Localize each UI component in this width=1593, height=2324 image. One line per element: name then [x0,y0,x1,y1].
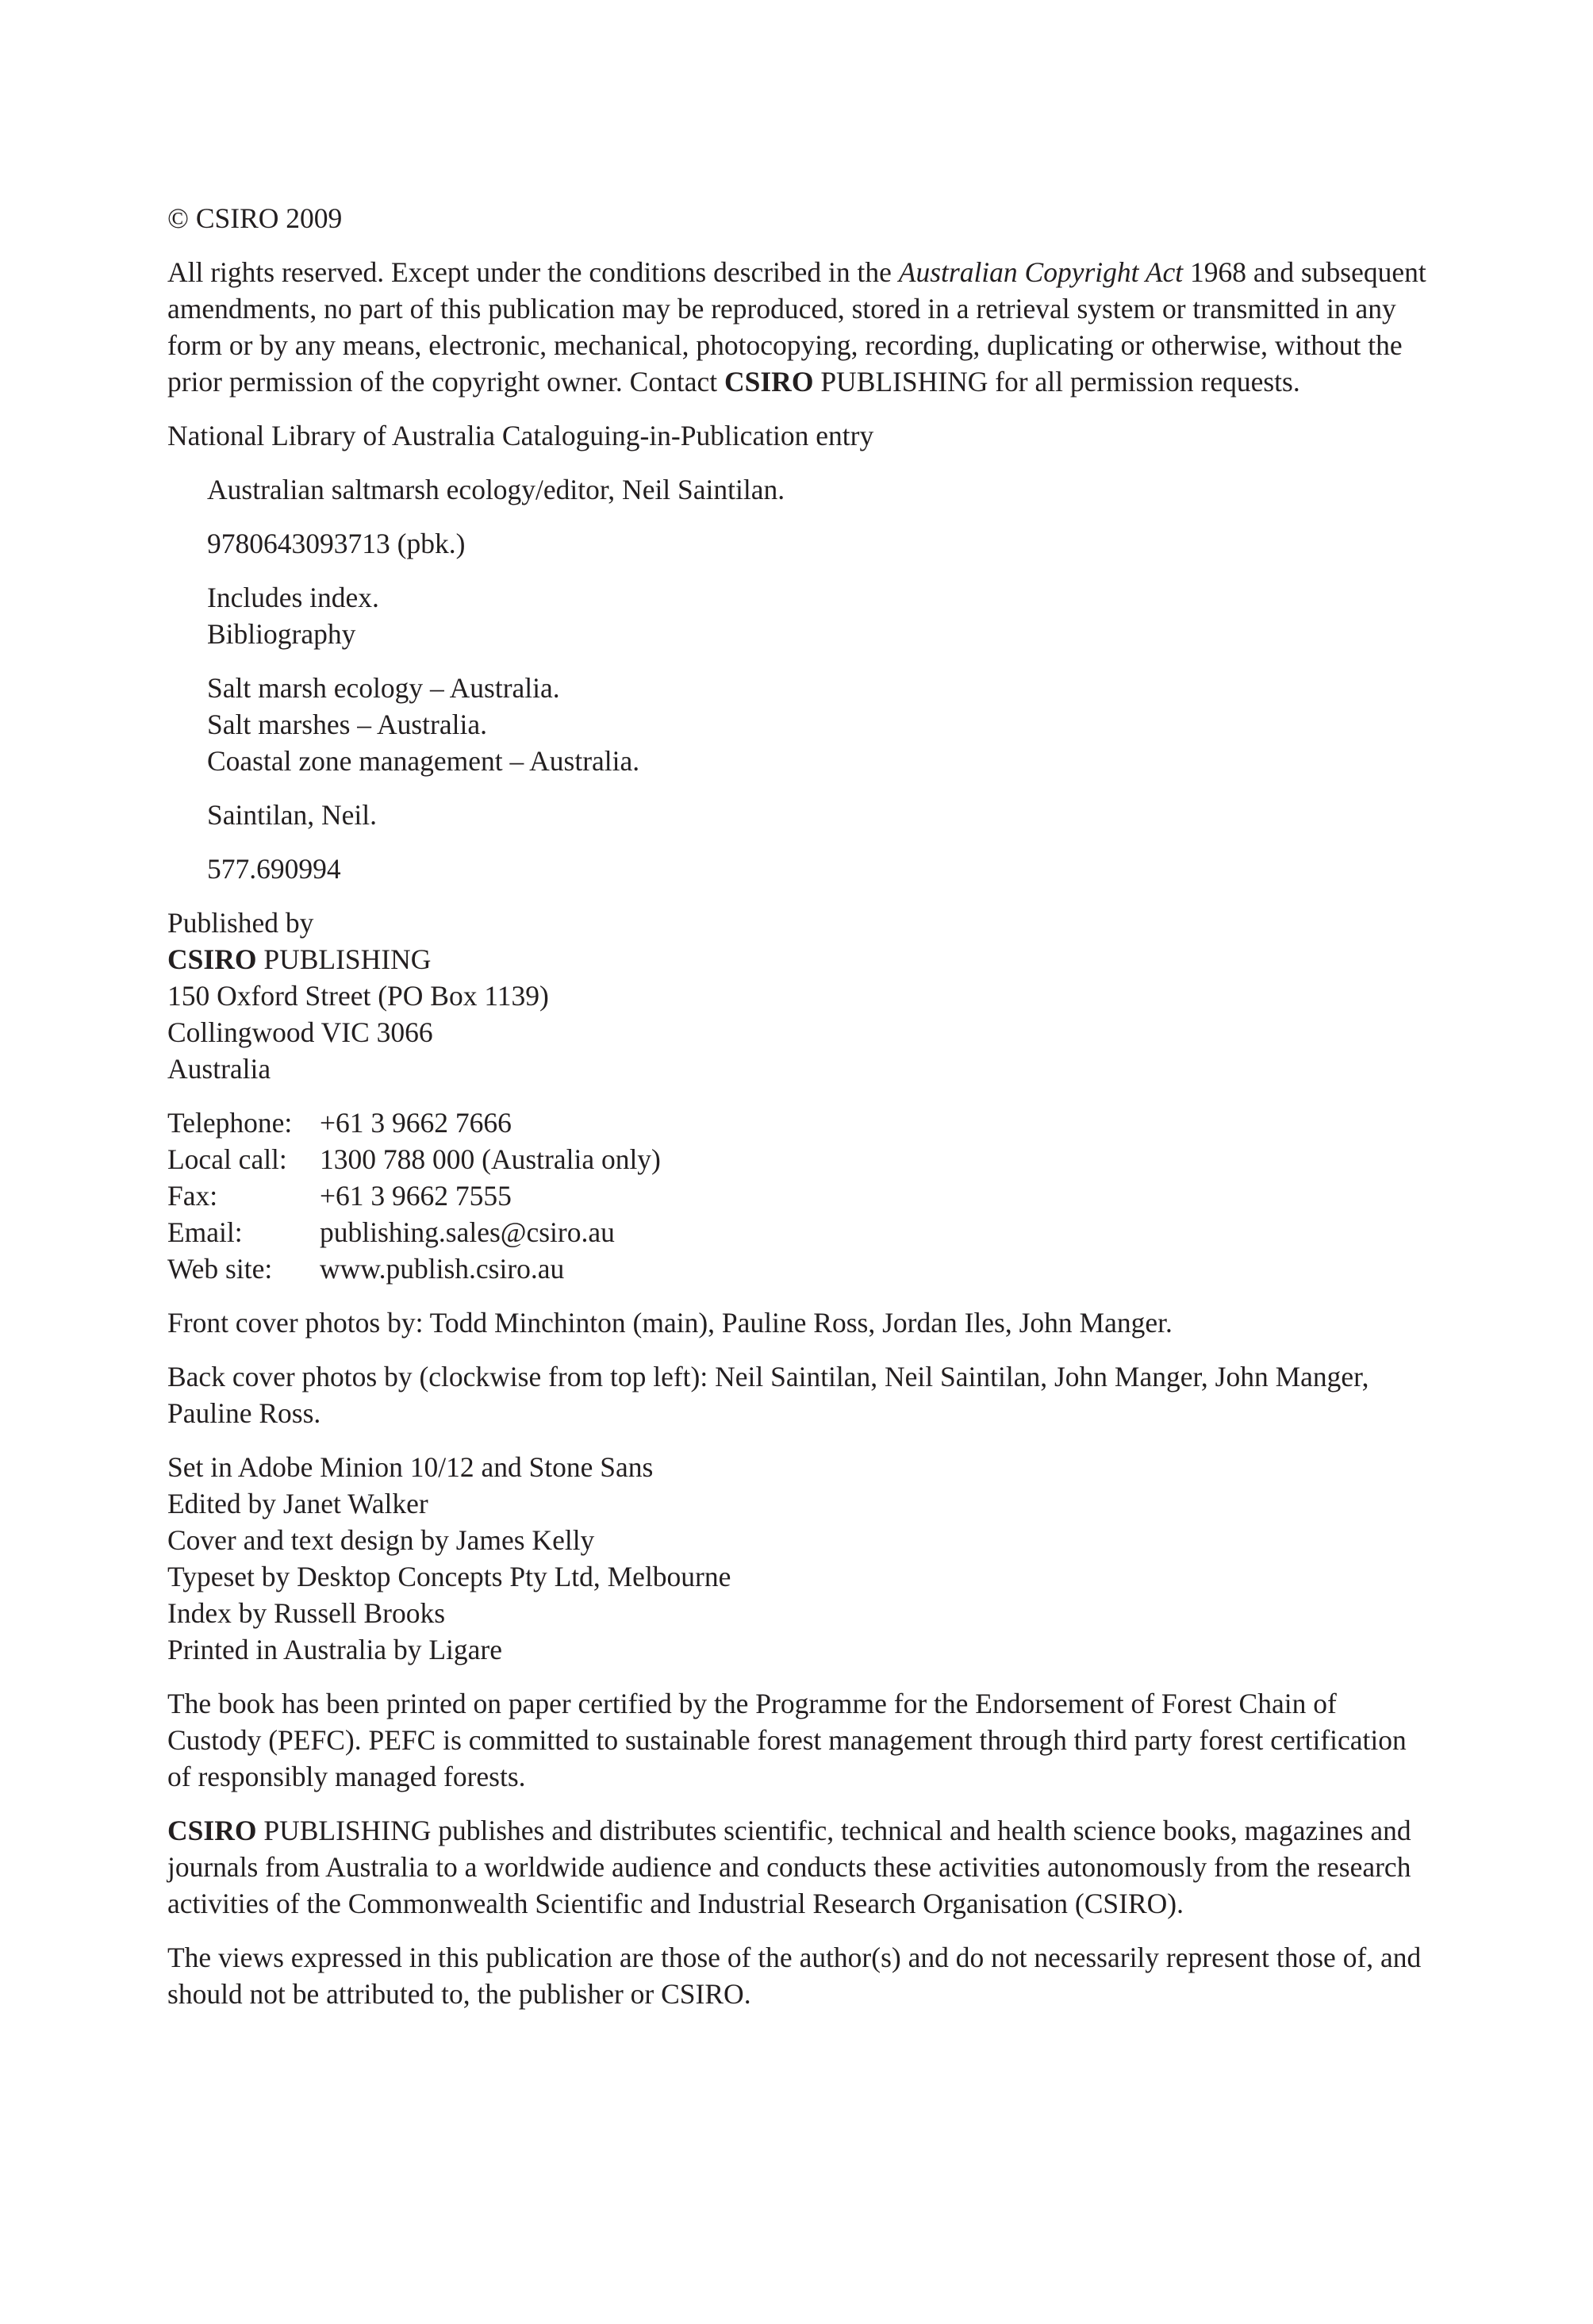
contact-value: +61 3 9662 7555 [320,1180,512,1212]
copyright-notice: © CSIRO 2009 [167,202,343,234]
rights-text-2: 1968 and subsequent amendments, no part of this publication may be reproduced, stored in a retrieval system or transmitted in any form or by any means, electronic, mechanical, photocopying, recording, duplicating or otherwise, without the prior permission of the copyright owner. Contact [167,256,1426,398]
copyright-page [167,200,1437,2030]
front-cover-credit: Front cover photos by: Todd Minchinton (main), Pauline Ross, Jordan Iles, John Manger. [167,1307,1173,1339]
credit-line: Set in Adobe Minion 10/12 and Stone Sans [167,1451,654,1483]
pefc-statement: The book has been printed on paper certified by the Programme for the Endorsement of Forest Chain of Custody (PEFC). PEFC is committed to sustainable forest management through third party forest certification of responsibly managed forests. [167,1688,1407,1792]
contact-value: publishing.sales@csiro.au [320,1216,615,1248]
act-title: Australian Copyright Act [898,256,1184,288]
publisher-address-line: Australia [167,1053,271,1085]
contact-row-local-call [167,1141,1437,1177]
publisher-brand: CSIRO [167,943,257,975]
contact-list [167,1104,1437,1287]
contact-row-telephone [167,1104,1437,1141]
credit-line: Typeset by Desktop Concepts Pty Ltd, Melbourne [167,1561,731,1592]
catalogue-note: Includes index. [207,582,379,613]
catalogue-notes [207,579,1437,652]
nla-heading: National Library of Australia Cataloguing-in-Publication entry [167,420,874,451]
catalogue-subject: Salt marsh ecology – Australia. [207,672,560,704]
contact-row-fax [167,1177,1437,1214]
disclaimer: The views expressed in this publication are those of the author(s) and do not necessarily represent those of, and should not be attributed to, the publisher or CSIRO. [167,1942,1422,2010]
published-by-label: Published by [167,907,314,939]
about-brand: CSIRO [167,1815,257,1846]
about-text: PUBLISHING publishes and distributes scientific, technical and health science books, magazines and journals from Australia to a worldwide audience and conducts these activities autonomously from the research activities of the Commonwealth Scientific and Industrial Research Organisation (CSIRO). [167,1815,1411,1919]
contact-label: Telephone: [167,1107,293,1139]
rights-text-1: All rights reserved. Except under the conditions described in the [167,256,899,288]
credit-line: Edited by Janet Walker [167,1488,428,1519]
catalogue-note: Bibliography [207,618,356,650]
contact-row-email [167,1214,1437,1250]
catalogue-subject: Salt marshes – Australia. [207,709,487,740]
catalogue-editor: Saintilan, Neil. [207,799,377,831]
publisher-block [167,905,1437,1087]
catalogue-subject: Coastal zone management – Australia. [207,745,640,777]
contact-value: www.publish.csiro.au [320,1253,565,1285]
contact-row-website [167,1250,1437,1287]
catalogue-dewey: 577.690994 [207,853,341,885]
contact-label: Email: [167,1216,243,1248]
publisher-name-rest: PUBLISHING [256,943,432,975]
credit-line: Index by Russell Brooks [167,1597,446,1629]
rights-text-3: PUBLISHING for all permission requests. [813,366,1300,398]
production-credits [167,1449,1437,1668]
credit-line: Cover and text design by James Kelly [167,1524,595,1556]
contact-value: 1300 788 000 (Australia only) [320,1143,661,1175]
contact-label: Fax: [167,1180,218,1212]
publisher-name [167,941,1437,978]
rights-statement [167,254,1437,400]
publisher-address-line: 150 Oxford Street (PO Box 1139) [167,980,549,1012]
publisher-address-line: Collingwood VIC 3066 [167,1016,433,1048]
catalogue-title-entry: Australian saltmarsh ecology/editor, Neil Saintilan. [207,474,785,505]
contact-label: Web site: [167,1253,273,1285]
catalogue-isbn: 9780643093713 (pbk.) [207,528,466,559]
contact-label: Local call: [167,1143,287,1175]
credit-line: Printed in Australia by Ligare [167,1634,502,1665]
rights-brand: CSIRO [724,366,814,398]
back-cover-credit: Back cover photos by (clockwise from top left): Neil Saintilan, Neil Saintilan, John Manger, John Manger, Pauline Ross. [167,1361,1369,1429]
catalogue-subjects [207,670,1437,779]
publisher-about [167,1812,1437,1922]
contact-value: +61 3 9662 7666 [320,1107,512,1139]
